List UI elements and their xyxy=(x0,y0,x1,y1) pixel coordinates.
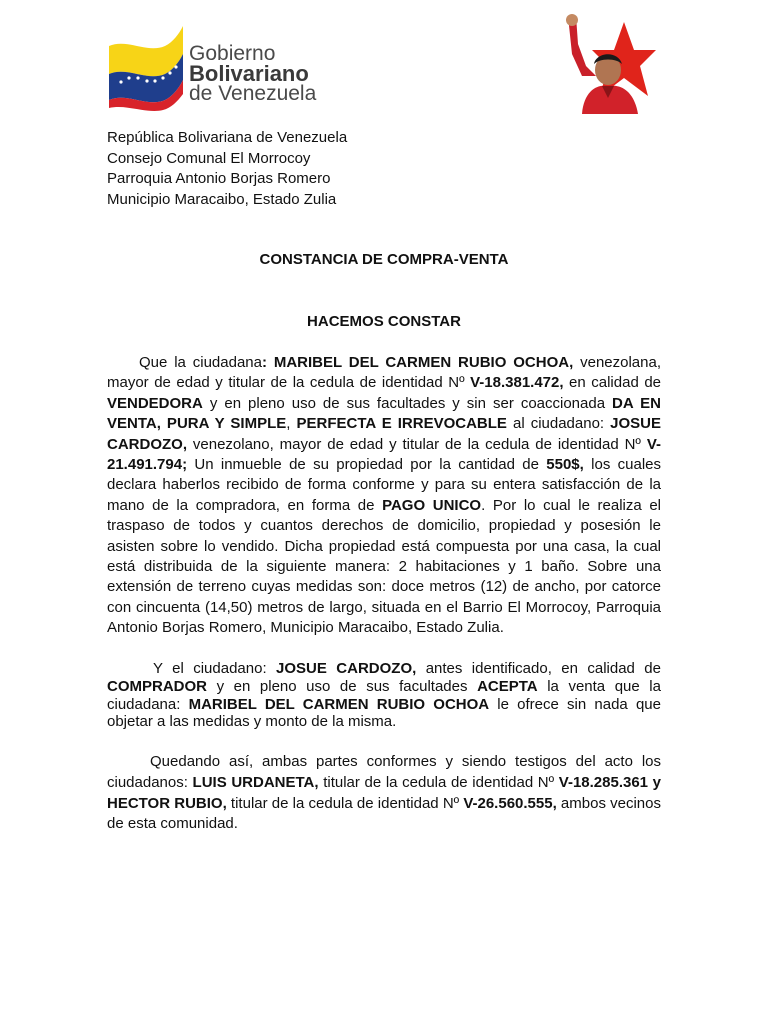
p1-seller-name: : MARIBEL DEL CARMEN RUBIO OCHOA, xyxy=(261,354,574,371)
header-block xyxy=(107,128,347,210)
p3-text: ambos vecinos de esta comunidad. xyxy=(107,794,661,833)
logo-wordmark xyxy=(189,44,316,104)
p2-text: y en pleno uso de sus facultades xyxy=(207,677,478,695)
p3-witness-1: LUIS URDANETA, xyxy=(192,773,319,791)
p1-text: , xyxy=(286,415,297,433)
p1-text: . Por lo cual le realiza el traspaso de todos y cuantos derechos de domicilio, propiedad y posesión le asisten sobre lo vendido. Dicha propiedad está compuesta por una casa, la cual está distribuida de la siguiente manera: 2 habitaciones y 1 baño. Sobre una extensión de terreno cuyas medidas son: doce metros (12) de ancho, por catorce con cincuenta (14,50) metros de largo, situada en el Barrio El Morrocoy, Parroquia Antonio Borjas Romero, Municipio Maracaibo, Estado Zulia. xyxy=(107,496,661,637)
paragraph-1 xyxy=(107,353,661,639)
portrait-star-image xyxy=(562,14,656,114)
gobierno-bolivariano-logo xyxy=(107,24,342,112)
venezuela-flag-icon xyxy=(107,24,187,112)
logo-line-1: Gobierno xyxy=(189,42,276,65)
paragraph-2 xyxy=(107,660,661,731)
p3-text: titular de la cedula de identidad Nº xyxy=(318,773,559,791)
p1-text: venezolano, mayor de edad y titular de la cedula de identidad Nº xyxy=(187,435,647,453)
p1-text: los cuales declara haberlos recibido de forma conforme y para su entera satisfacción de la mano de la compradora, en forma de xyxy=(107,456,661,514)
p2-text: antes identificado, en calidad de xyxy=(416,660,661,677)
p2-text: la venta que la ciudadana: xyxy=(107,677,661,713)
header-line-municipio: Municipio Maracaibo, Estado Zulia xyxy=(107,190,337,208)
p3-text: Quedando así, ambas partes conformes y siendo testigos del acto los ciudadanos: xyxy=(107,753,661,791)
p1-irrevocable: PERFECTA E IRREVOCABLE xyxy=(296,415,507,433)
document-title: CONSTANCIA DE COMPRA-VENTA xyxy=(259,251,509,268)
p1-text: Un inmueble de su propiedad por la cantidad de xyxy=(187,456,547,474)
p3-text: titular de la cedula de identidad Nº xyxy=(226,794,464,812)
p2-comprador: COMPRADOR xyxy=(107,677,207,695)
p1-amount: 550$, xyxy=(546,456,584,474)
p2-acepta: ACEPTA xyxy=(477,677,538,695)
document-subtitle: HACEMOS CONSTAR xyxy=(307,313,461,330)
p1-seller-id: V-18.381.472, xyxy=(470,374,564,392)
header-line-consejo: Consejo Comunal El Morrocoy xyxy=(107,149,311,167)
p1-text: y en pleno uso de sus facultades y sin ser coaccionada xyxy=(202,394,613,412)
p1-text: en calidad de xyxy=(563,374,662,392)
logo-line-2: Bolivariano xyxy=(189,61,309,86)
header-line-republic: República Bolivariana de Venezuela xyxy=(107,129,348,146)
p2-seller-name: MARIBEL DEL CARMEN RUBIO OCHOA xyxy=(188,695,490,713)
p2-text: Y el ciudadano: xyxy=(153,660,277,677)
p3-witness-2-id: V-26.560.555, xyxy=(463,794,557,812)
p3-witness-1-id: V-18.285.361 y HECTOR RUBIO, xyxy=(107,773,661,812)
p1-da-en-venta: DA EN VENTA, PURA Y SIMPLE xyxy=(107,394,661,433)
p1-text: venezolana, mayor de edad y titular de la cedula de identidad Nº xyxy=(107,354,661,392)
logo-line-3: de Venezuela xyxy=(189,82,317,105)
p1-text: Que la ciudadana xyxy=(139,354,262,371)
p2-buyer-name: JOSUE CARDOZO, xyxy=(276,660,417,677)
p1-vendedora: VENDEDORA xyxy=(107,394,203,412)
p1-buyer-id: V-21.491.794; xyxy=(107,435,661,474)
paragraph-3 xyxy=(107,752,661,835)
p1-buyer-name: JOSUE CARDOZO, xyxy=(107,415,661,453)
p1-text: al ciudadano: xyxy=(506,415,611,433)
p1-pago-unico: PAGO UNICO xyxy=(382,496,482,514)
p2-text: le ofrece sin nada que objetar a las medidas y monto de la misma. xyxy=(107,695,661,731)
header-line-parroquia: Parroquia Antonio Borjas Romero xyxy=(107,170,331,187)
